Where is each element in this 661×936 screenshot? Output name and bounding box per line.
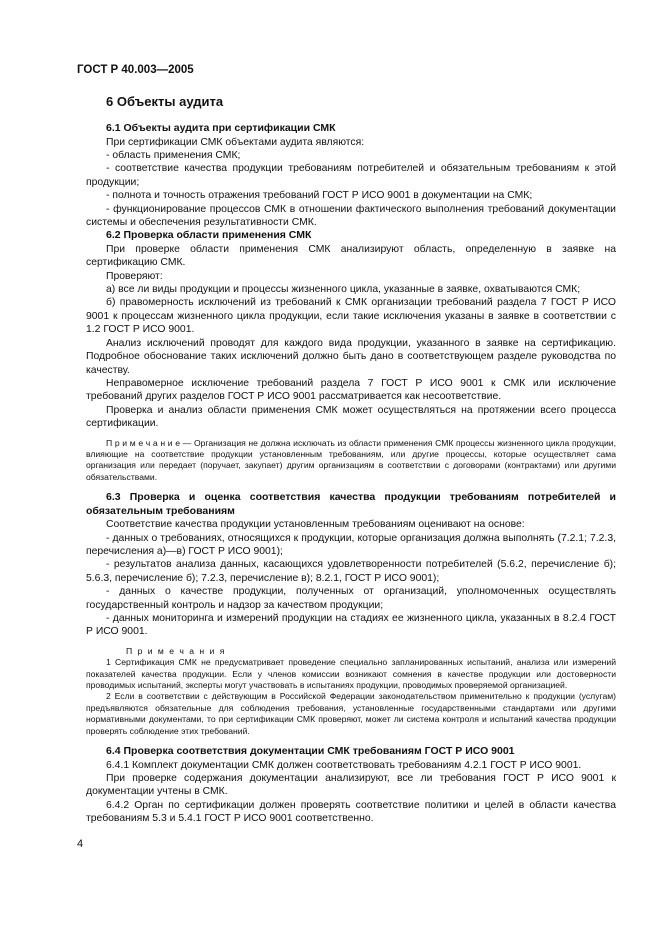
note-2: 2 Если в соответствии с действующим в Российской Федерации законодательством применительно к продукции (услугам) предъявляются обязательные для соблюдения требования, установленные государственными стандартами или другими нормативными документами, то при сертификации СМК проверяют, может ли система контроля и испытаний качества продукции проверять соблюдение этих требований. [86,691,616,736]
paragraph: Проверяют: [106,270,163,282]
list-item: - результатов анализа данных, касающихся удовлетворенности потребителей (5.6.2, перечисление б); 5.6.3, перечисление б); 7.2.3, перечисление в); 8.2.1, ГОСТ Р ИСО 9001); [86,559,616,584]
paragraph: При проверке области применения СМК анализируют область, определенную в заявке на сертификацию СМК. [86,243,616,269]
list-item: - область применения СМК; [106,149,241,161]
paragraph: При проверке содержания документации анализируют, все ли требования ГОСТ Р ИСО 9001 к документации учтены в СМК. [86,772,616,798]
list-item: - данных о требованиях, относящихся к продукции, которые организация должна выполнять (7.2.1; 7.2.3, перечисления а)—в) ГОСТ Р ИСО 9001); [86,532,616,557]
paragraph: Проверка и анализ области применения СМК может осуществляться на протяжении всего процесса сертификации. [86,404,616,430]
list-item: - данных о качестве продукции, полученных от организаций, уполномоченных осуществлять государственный контроль и надзор за качеством продукции; [86,586,616,611]
subsection-6-3-title: 6.3 Проверка и оценка соответствия качества продукции требованиям потребителей и обязательным требованиям [86,491,616,517]
paragraph: При сертификации СМК объектами аудита являются: [106,136,365,148]
subsection-6-2-title: 6.2 Проверка области применения СМК [106,229,312,242]
page-number: 4 [77,838,84,850]
list-item: - функционирование процессов СМК в отношении фактического выполнения требований документации системы и обеспечения результативности СМК. [86,203,616,228]
note-label: П р и м е ч а н и е [106,437,181,448]
list-item: - данных мониторинга и измерений продукции на стадиях ее жизненного цикла, указанных в 8.2.4 ГОСТ Р ИСО 9001. [86,613,616,638]
note-6-2 [86,438,616,484]
paragraph: 6.4.1 Комплект документации СМК должен соответствовать требованиям 4.2.1 ГОСТ Р ИСО 9001. [106,759,582,771]
note-1: 1 Сертификация СМК не предусматривает проведение специально запланированных испытаний, анализа или измерений показателей качества продукции. Если у членов комиссии возникают сомнения в качестве продукции или достоверности проводимых испытаний, эксперты могут участвовать в испытаниях продукции, проводимых проверяемой организацией. [86,657,616,691]
paragraph: Соответствие качества продукции установленным требованиям оценивают на основе: [106,519,525,531]
page-content [86,94,616,826]
document-code-header: ГОСТ Р 40.003—2005 [77,64,194,76]
paragraph: 6.4.2 Орган по сертификации должен проверять соответствие политики и целей в области качества требованиям 5.3 и 5.4.1 ГОСТ Р ИСО 9001 соответственно. [86,799,616,825]
section-6-title: 6 Объекты аудита [106,94,224,109]
paragraph: Неправомерное исключение требований раздела 7 ГОСТ Р ИСО 9001 к СМК или исключение требований других разделов ГОСТ Р ИСО 9001 рассматривается как несоответствие. [86,377,616,403]
notes-title: П р и м е ч а н и я [126,645,226,656]
subsection-6-4-title: 6.4 Проверка соответствия документации СМК требованиям ГОСТ Р ИСО 9001 [106,745,515,758]
list-item: - полнота и точность отражения требований ГОСТ Р ИСО 9001 в документации на СМК; [106,190,533,202]
list-item: а) все ли виды продукции и процессы жизненного цикла, указанные в заявке, охватываются СМК; [106,284,581,296]
paragraph: Анализ исключений проводят для каждого вида продукции, указанного в заявке на сертификацию. Подробное обоснование таких исключений должно быть дано в соответствующем разделе руководства по качеству. [86,337,616,376]
list-item: б) правомерность исключений из требований к СМК организации требований раздела 7 ГОСТ Р ИСО 9001 к процессам жизненного цикла продукции, если такие исключения указаны в заявке в соответствии с 1.2 ГОСТ Р ИСО 9001. [86,297,616,336]
list-item: - соответствие качества продукции требованиям потребителей и обязательным требованиям к этой продукции; [86,163,616,188]
note-text: — Организация не должна исключать из области применения СМК процессы жизненного цикла продукции, влияющие на соответствие продукции установленным требованиям, или другие процессы, которые осуществляет сама организация или передает (поручает, закупает) другим организациям в соответствии с договорами (контрактами) или другими обязательствами. [86,437,616,482]
subsection-6-1-title: 6.1 Объекты аудита при сертификации СМК [106,122,336,134]
